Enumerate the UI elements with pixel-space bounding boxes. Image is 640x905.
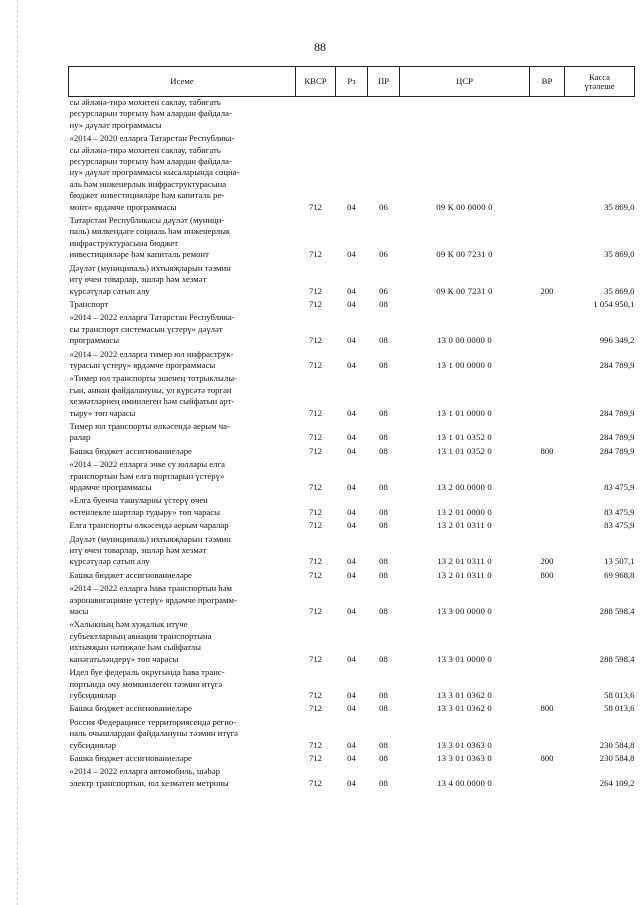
table-row: [69, 349, 635, 372]
row-vr: [530, 667, 565, 701]
row-name-line: «2014 – 2020 елларга Татарстан Республика-: [69, 133, 235, 144]
row-kvsr: 712: [308, 432, 323, 443]
row-name-line: күрсәтүләр сатып алу: [69, 556, 150, 567]
row-name-line: Татарстан Республикасы дәүләт (муници-: [69, 215, 225, 226]
row-sum: 35 869,0: [604, 201, 635, 212]
row-name-line: «Тимер юл транспорты эшенең тотрыклылы-: [69, 373, 237, 384]
row-name-line: Дәүләт (муниципаль) ихтыяҗларын тәэмин: [69, 533, 231, 544]
row-csr: [400, 299, 530, 310]
row-sum: 35 869,0: [604, 285, 635, 296]
row-name: [69, 421, 296, 444]
table-row: [69, 263, 635, 297]
row-sum: 230 584,8: [599, 739, 635, 750]
row-csr: 13 2 01 0311 0: [437, 556, 492, 567]
table-row: [69, 570, 635, 581]
row-vr: [530, 717, 565, 751]
row-rz: 04: [347, 285, 356, 296]
row-name-line: портында очу мөмкинлеген тәэмин итүгә: [69, 678, 223, 689]
row-name: [69, 717, 296, 751]
row-rz: 04: [347, 249, 356, 260]
row-rz: 04: [347, 407, 356, 418]
header-sum-line2: үтәлеше: [584, 80, 615, 91]
row-name: [69, 373, 296, 419]
row-csr: 13 3 01 0363 0: [437, 739, 492, 750]
budget-table-sheet: [68, 66, 634, 791]
row-sum: 35 869,0: [604, 249, 635, 260]
table-row: [69, 215, 635, 261]
row-name-line: ярдәмче программасы: [69, 482, 152, 492]
table-row: [69, 459, 635, 493]
row-name-line: Россия Федерациясе территориясендә регио-: [69, 716, 237, 727]
row-pr: 08: [379, 653, 388, 664]
row-name-line: итү өчен товарлар, эшләр һәм хезмәт: [69, 274, 207, 285]
row-kvsr: 712: [308, 445, 323, 456]
row-name: [69, 534, 296, 568]
row-sum: 83 475,9: [604, 520, 635, 531]
row-name: [69, 667, 296, 701]
row-name-line: паль) милкендәге социаль һәм инженерлык: [69, 226, 231, 237]
row-name-line: тыру» төп чарасы: [69, 407, 136, 418]
row-rz: 04: [347, 653, 356, 664]
row-name: [69, 446, 296, 457]
row-name: [69, 495, 296, 518]
row-vr: 800: [540, 569, 554, 580]
row-csr: 13 3 00 0000 0: [437, 606, 492, 617]
row-name: [69, 766, 296, 789]
row-rz: [336, 97, 368, 132]
row-rz: 04: [347, 689, 356, 700]
row-kvsr: 712: [308, 653, 323, 664]
row-name-line: сы транспорт системасын үстерү» дәүләт: [69, 323, 223, 334]
row-sum: 13 507,1: [604, 556, 635, 567]
row-sum: 69 968,8: [604, 569, 635, 580]
table-header: [69, 67, 635, 97]
row-sum: 284 789,9: [599, 445, 635, 456]
row-vr: [530, 766, 565, 789]
row-rz: 04: [347, 298, 356, 309]
row-csr: 13 1 01 0352 0: [437, 445, 492, 456]
row-name-line: сы әйләнә-тирә мохитен саклау, табигать: [69, 144, 221, 155]
row-pr: 08: [379, 689, 388, 700]
row-name-line: «2014 – 2022 елларга автомобиль, шәһәр: [69, 766, 221, 777]
row-vr: 800: [540, 752, 554, 763]
header-pr: ПР: [368, 67, 400, 97]
row-sum: 1 054 950,1: [593, 298, 635, 309]
row-name-line: инвестицияләре һәм капиталь ремонт: [69, 249, 209, 260]
row-pr: 08: [379, 556, 388, 567]
row-pr: [368, 97, 400, 132]
table-row: [69, 703, 635, 714]
row-pr: 08: [379, 520, 388, 531]
row-sum: 58 013,6: [604, 703, 635, 714]
row-kvsr: [296, 97, 336, 132]
page-number: 88: [314, 40, 326, 54]
row-name: [69, 349, 296, 372]
row-rz: 04: [347, 752, 356, 763]
row-vr: [530, 373, 565, 419]
row-name-line: масы: [69, 606, 89, 617]
row-name: [69, 703, 296, 714]
table-row: [69, 495, 635, 518]
row-name-line: сы әйләнә-тирә мохитен саклау, табигать: [69, 97, 221, 107]
row-pr: 08: [379, 298, 388, 309]
row-kvsr: 712: [308, 335, 323, 346]
row-vr: [530, 459, 565, 493]
row-rz: 04: [347, 606, 356, 617]
row-name-line: Транспорт: [69, 298, 109, 309]
header-kvsr: КВСР: [296, 67, 336, 97]
row-csr: 09 К 00 7231 0: [436, 249, 493, 260]
row-name-line: ресурсларын торгызу һәм алардан файдала-: [69, 156, 232, 167]
row-csr: 13 3 01 0362 0: [437, 703, 492, 714]
row-rz: 04: [347, 201, 356, 212]
row-csr: 13 3 01 0000 0: [437, 653, 492, 664]
row-name-line: «Елга буенча ташуларны үстерү өчен: [69, 495, 208, 506]
row-name: [69, 583, 296, 617]
row-name-line: күрсәтүләр сатып алу: [69, 285, 150, 296]
table-row: [69, 766, 635, 789]
row-name-line: Башка бюджет ассигнованиеләре: [69, 445, 192, 456]
row-csr: 13 0 00 0000 0: [437, 335, 492, 346]
row-pr: 08: [379, 752, 388, 763]
row-vr: [530, 619, 565, 665]
row-vr: [530, 520, 565, 531]
row-name-line: Башка бюджет ассигнованиеләре: [69, 703, 192, 714]
row-csr: 13 3 01 0362 0: [437, 689, 492, 700]
row-csr: 13 2 01 0000 0: [437, 506, 492, 517]
row-name-line: «2014 – 2022 елларга эчке су юллары елга: [69, 459, 225, 470]
row-csr: 13 1 01 0000 0: [437, 407, 492, 418]
row-name: [69, 619, 296, 665]
row-kvsr: 712: [308, 777, 323, 788]
row-kvsr: 712: [308, 520, 323, 531]
row-pr: 08: [379, 445, 388, 456]
row-name: [69, 753, 296, 764]
row-kvsr: 712: [308, 739, 323, 750]
budget-table: [68, 66, 635, 791]
row-name-line: Тимер юл транспорты өлкәсендә аерым ча-: [69, 420, 230, 431]
row-spacer-cell: [69, 789, 635, 791]
row-sum: 230 584,8: [599, 752, 635, 763]
row-pr: 08: [379, 506, 388, 517]
row-kvsr: 712: [308, 298, 323, 309]
row-rz: 04: [347, 556, 356, 567]
row-csr: 13 2 01 0311 0: [437, 520, 492, 531]
row-rz: 04: [347, 359, 356, 370]
row-pr: 08: [379, 335, 388, 346]
row-name-line: ихтыяҗын нәтиҗәле һәм сыйфатлы: [69, 642, 201, 653]
table-row: [69, 520, 635, 531]
row-sum: 996 349,2: [599, 335, 635, 346]
row-rz: 04: [347, 777, 356, 788]
row-spacer: [69, 789, 635, 791]
row-kvsr: 712: [308, 482, 323, 492]
row-csr: 13 3 01 0363 0: [437, 752, 492, 763]
row-name: [69, 570, 296, 581]
row-name-line: итү өчен товарлар, эшләр һәм хезмәт: [69, 545, 207, 556]
row-name-line: Елга транспорты өлкәсендә аерым чаралар: [69, 520, 229, 531]
row-vr: [530, 349, 565, 372]
row-vr: [530, 133, 565, 213]
row-csr: 13 2 00 0000 0: [437, 482, 492, 492]
table-row: [69, 753, 635, 764]
row-kvsr: 712: [308, 285, 323, 296]
row-name-line: транспортын һәм елга портларын үстерү»: [69, 470, 225, 481]
row-rz: 04: [347, 569, 356, 580]
row-name-line: «2014 – 2022 елларга һава транспортын һәм: [69, 583, 232, 594]
table-row: [69, 97, 635, 132]
row-name-line: субъектларның авиация транспортына: [69, 630, 212, 641]
row-name-line: аэронавигацияне үстерү» ярдәмче программ-: [69, 594, 237, 605]
row-vr: [530, 421, 565, 444]
row-sum: 284 789,9: [599, 432, 635, 443]
row-name-line: Башка бюджет ассигнованиеләре: [69, 569, 192, 580]
row-vr: 200: [540, 285, 554, 296]
row-vr: [530, 215, 565, 261]
row-name-line: субсидияләр: [69, 689, 116, 700]
table-row: [69, 446, 635, 457]
row-pr: 08: [379, 359, 388, 370]
table-row: [69, 373, 635, 419]
row-sum: 284 789,9: [599, 407, 635, 418]
row-sum: 58 013,6: [604, 689, 635, 700]
row-pr: 06: [379, 285, 388, 296]
row-csr: 09 К 00 0000 0: [436, 201, 493, 212]
row-rz: 04: [347, 520, 356, 531]
row-sum: 264 109,2: [599, 777, 635, 788]
table-row: [69, 133, 635, 213]
row-name-line: ну» дәүләт программасы кысаларында социа-: [69, 167, 240, 178]
row-sum: 288 598,4: [599, 653, 635, 664]
row-sum: 288 598,4: [599, 606, 635, 617]
header-rz: Рз: [336, 67, 368, 97]
header-csr: ЦСР: [400, 67, 530, 97]
row-kvsr: 712: [308, 569, 323, 580]
row-name-line: электр транспортын, юл хезмәтен метроны: [69, 777, 229, 788]
row-name-line: ну» дәүләт программасы: [69, 119, 162, 130]
row-kvsr: 712: [308, 359, 323, 370]
header-sum-line1: Касса: [589, 71, 610, 82]
row-name: [69, 312, 296, 346]
row-pr: 08: [379, 482, 388, 492]
header-cash-execution: [565, 67, 635, 97]
row-name-line: турасын үстерү» ярдәмче программасы: [69, 359, 216, 370]
row-vr: 800: [540, 703, 554, 714]
row-kvsr: 712: [308, 703, 323, 714]
row-name-line: канәгатьләндерү» төп чарасы: [69, 653, 179, 664]
row-rz: 04: [347, 432, 356, 443]
row-sum: 83 475,9: [604, 506, 635, 517]
binding-margin-line: [17, 0, 19, 905]
row-rz: 04: [347, 335, 356, 346]
row-csr: [400, 97, 530, 132]
table-body: [69, 97, 635, 792]
row-kvsr: 712: [308, 689, 323, 700]
row-pr: 08: [379, 777, 388, 788]
row-vr: [530, 97, 565, 132]
row-csr: 13 1 01 0352 0: [437, 432, 492, 443]
table-row: [69, 312, 635, 346]
header-vr: ВР: [530, 67, 565, 97]
row-kvsr: 712: [308, 506, 323, 517]
row-kvsr: 712: [308, 752, 323, 763]
row-name-line: өстенлекле шартлар тудыру» төп чарасы: [69, 506, 220, 517]
table-row: [69, 619, 635, 665]
row-name-line: инфраструктурасына бюджет: [69, 237, 179, 248]
row-sum: 83 475,9: [604, 482, 635, 492]
row-rz: 04: [347, 703, 356, 714]
row-kvsr: 712: [308, 249, 323, 260]
row-vr: 800: [540, 445, 554, 456]
row-name-line: Дәүләт (муниципаль) ихтыяҗларын тәэмин: [69, 262, 231, 273]
row-kvsr: 712: [308, 556, 323, 567]
row-rz: 04: [347, 482, 356, 492]
table-row: [69, 421, 635, 444]
table-row: [69, 667, 635, 701]
row-rz: 04: [347, 506, 356, 517]
row-name-line: «2014 – 2022 елларга тимер юл инфраструк-: [69, 348, 234, 359]
row-name: [69, 133, 296, 213]
row-name-line: бюджет инвестицияләре һәм капиталь ре-: [69, 190, 225, 201]
row-csr: 13 4 00 0000 0: [437, 777, 492, 788]
row-vr: 200: [540, 556, 554, 567]
row-name-line: Башка бюджет ассигнованиеләре: [69, 752, 192, 763]
row-pr: 08: [379, 739, 388, 750]
table-row: [69, 534, 635, 568]
row-csr: 13 2 01 0311 0: [437, 569, 492, 580]
row-name-line: «Халыкның һәм хуҗалык итүче: [69, 619, 188, 630]
row-pr: 08: [379, 432, 388, 443]
header-name: Исеме: [69, 67, 296, 97]
row-name: [69, 299, 296, 310]
row-name: [69, 97, 296, 132]
row-name-line: хезмәтләрнең иминлеген һәм сыйфатын арт-: [69, 396, 235, 407]
row-sum: 284 789,9: [599, 359, 635, 370]
row-pr: 08: [379, 569, 388, 580]
row-name: [69, 520, 296, 531]
row-csr: 09 К 00 7231 0: [436, 285, 493, 296]
row-rz: 04: [347, 739, 356, 750]
row-name-line: гын, аннан файдалануны, ул күрсәтә торган: [69, 384, 232, 395]
row-vr: [530, 583, 565, 617]
table-row: [69, 583, 635, 617]
row-pr: 08: [379, 703, 388, 714]
row-name-line: программасы: [69, 335, 120, 346]
row-name-line: наль очышлардан файдалануны тәэмин итүгә: [69, 728, 238, 739]
row-kvsr: 712: [308, 407, 323, 418]
row-vr: [530, 312, 565, 346]
table-row: [69, 717, 635, 751]
row-pr: 08: [379, 606, 388, 617]
row-name-line: «2014 – 2022 елларга Татарстан Республика-: [69, 312, 235, 323]
row-kvsr: 712: [308, 606, 323, 617]
row-name-line: ресурсларын торгызу һәм алардан файдала-: [69, 108, 232, 119]
row-name-line: субсидияләр: [69, 739, 116, 750]
row-pr: 08: [379, 407, 388, 418]
row-sum: [565, 97, 635, 132]
row-name: [69, 459, 296, 493]
row-kvsr: 712: [308, 201, 323, 212]
table-row: [69, 299, 635, 310]
row-name-line: ралар: [69, 432, 91, 443]
row-name-line: аль һәм инженерлык инфраструктурасына: [69, 178, 227, 189]
row-rz: 04: [347, 445, 356, 456]
row-pr: 06: [379, 249, 388, 260]
row-pr: 06: [379, 201, 388, 212]
row-csr: 13 1 00 0000 0: [437, 359, 492, 370]
row-vr: [530, 495, 565, 518]
row-name-line: Идел буе федераль округында һава транс-: [69, 667, 225, 678]
row-name: [69, 263, 296, 297]
row-vr: [530, 299, 565, 310]
row-name-line: монт» ярдәмче программасы: [69, 201, 177, 212]
row-name: [69, 215, 296, 261]
